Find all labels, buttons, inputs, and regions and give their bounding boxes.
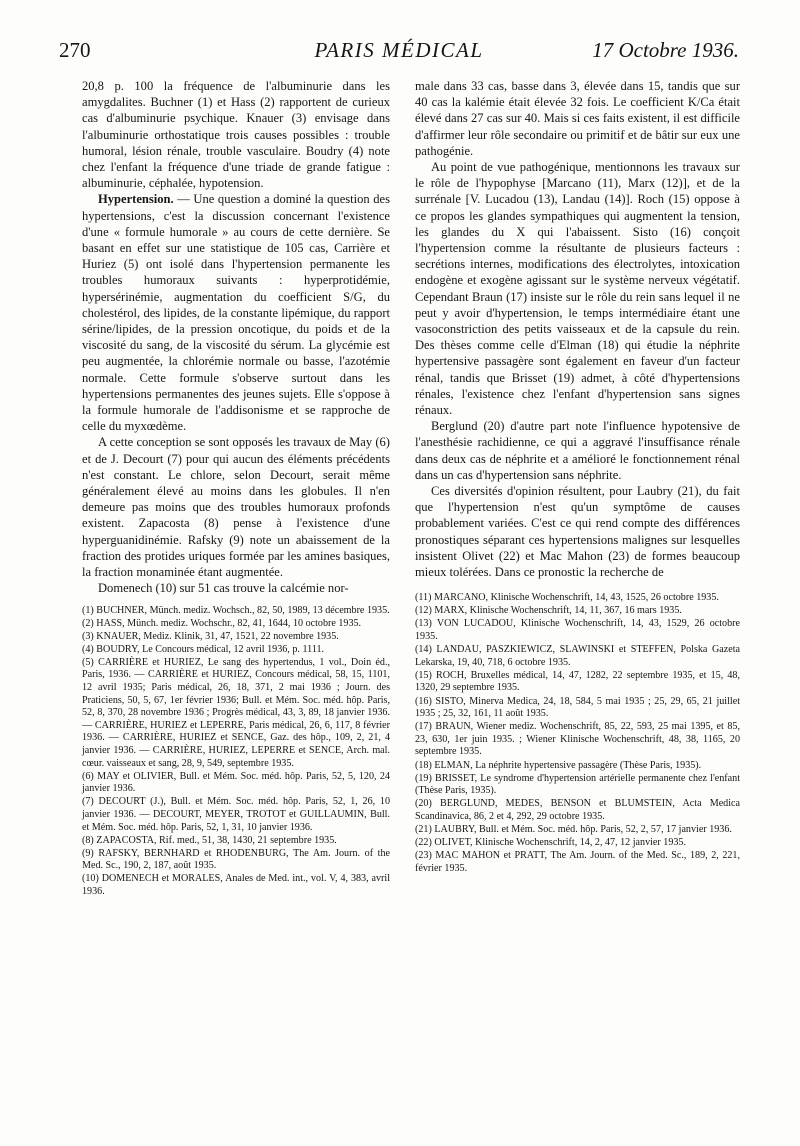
issue-date: 17 Octobre 1936. [592, 38, 739, 62]
reference-item: (4) BOUDRY, Le Concours médical, 12 avril 1936, p. 1111. [82, 643, 325, 655]
reference-item: (5) CARRIÈRE et HURIEZ, Le sang des hypertendus, 1 vol., Doin éd., Paris, 1936. — CARRIÈRE et HURIEZ, Concours médical, 58, 15, 1101, 12 avril 1935; Paris médical, 26, 18, 371, 2 mai 1936 ; Journ. des Praticiens, 50, 5, 67, 1er février 1936; Bull. et Mém. Soc. méd. hôp. Paris, 52, 8, 370, 28 novembre 1936 ; Progrès médical, 43, 3, 89, 18 janvier 1936. — CARRIÈRE, HURIEZ et LEPERRE, Paris médical, 26, 6, 117, 8 février 1936. — CARRIÈRE, HURIEZ et SENCE, Gaz. des hôp., 109, 2, 21, 4 janvier 1936. — CARRIÈRE, HURIEZ, LEPERRE et SENCE, Arch. mal. cœur. vaisseaux et sang, 28, 9, 549, septembre 1935. [82, 656, 390, 769]
reference-item: (6) MAY et OLIVIER, Bull. et Mém. Soc. méd. hôp. Paris, 52, 5, 120, 24 janvier 1936. [82, 770, 390, 795]
journal-title: PARIS MÉDICAL [314, 38, 484, 62]
paragraph: Berglund (20) d'autre part note l'influence hypotensive de l'anesthésie rachidienne, ce qui a aggravé l'insuffisance rénale dans deux cas de néphrite et a amélioré le fonctionnement rénal dans un cas d'hypertension sans néphrite. [415, 419, 740, 482]
reference-item: (1) BUCHNER, Münch. mediz. Wochsch., 82, 50, 1989, 13 décembre 1935. [82, 604, 390, 616]
section-heading: Hypertension. [98, 192, 174, 207]
reference-item: (16) SISTO, Minerva Medica, 24, 18, 584, 5 mai 1935 ; 25, 29, 65, 21 juillet 1935 ; 25, 32, 161, 11 août 1935. [415, 695, 740, 720]
paragraph: Domenech (10) sur 51 cas trouve la calcémie nor- [98, 581, 349, 596]
reference-item: (10) DOMENECH et MORALES, Anales de Med. int., vol. V, 4, 383, avril 1936. [82, 873, 390, 898]
reference-item: (14) LANDAU, PASZKIEWICZ, SLAWINSKI et STEFFEN, Polska Gazeta Lekarska, 19, 40, 718, 6 octobre 1935. [415, 644, 740, 668]
reference-item: (12) MARX, Klinische Wochenschrift, 14, 11, 367, 16 mars 1935. [415, 605, 682, 617]
paragraph: male dans 33 cas, basse dans 3, élevée dans 15, tandis que sur 40 cas la kalémie était élevée 32 fois. Le coefficient K/Ca était élevé dans 27 cas sur 40. Mais si ces faits existent, il est difficile d'affirmer leur rôle secondaire ou primitif et de bâtir sur eux une pathogénie. [415, 79, 740, 158]
page-header [59, 38, 739, 66]
left-column-references [82, 605, 390, 899]
reference-item: (8) ZAPACOSTA, Rif. med., 51, 38, 1430, 21 septembre 1935. [82, 834, 337, 846]
right-column [415, 78, 740, 876]
reference-item: (15) ROCH, Bruxelles médical, 14, 47, 1282, 22 septembre 1935, et 15, 48, 1320, 29 septembre 1935. [415, 669, 740, 694]
reference-item: (13) VON LUCADOU, Klinische Wochenschrift, 14, 43, 1529, 26 octobre 1935. [415, 618, 740, 643]
reference-item: (21) LAUBRY, Bull. et Mém. Soc. méd. hôp. Paris, 52, 2, 57, 17 janvier 1936. [415, 823, 732, 835]
right-column-body [415, 78, 740, 580]
reference-item: (17) BRAUN, Wiener mediz. Wochenschrift, 85, 22, 593, 25 mai 1395, et 85, 23, 630, 1er juin 1935. ; Wiener Klinische Wochenschrift, 48, 38, 1165, 20 septembre 1935. [415, 721, 740, 758]
paragraph-text: — Une question a dominé la question des hypertensions, c'est la discussion concernant l'existence d'une « formule humorale » au cours de cette dernière. Se basant en effet sur une statistique de 105 cas, Carrière et Huriez (5) ont isolé dans l'hypertension permanente les troubles humoraux suivants : hyperprotidémie, hypersérinémie, augmentation du coefficient S/G, du cholestérol, des lipides, de la constante lipémique, du rapport sérine/lipides, de la pression oncotique, du poids et de la viscosité du sang, de la viscosité du sérum. La glycémie est peu augmentée, la chlorémie normale ou basse, l'azotémie normale. Cette formule s'observe surtout dans les hypertensions permanentes des jeunes sujets. Elle s'oppose à la formule humorale de l'addisonisme et se rapproche de celle du myxœdème. [82, 192, 390, 434]
reference-item: (18) ELMAN, La néphrite hypertensive passagère (Thèse Paris, 1935). [415, 759, 702, 771]
reference-item: (2) HASS, Münch. mediz. Wochschr., 82, 41, 1644, 10 octobre 1935. [82, 617, 362, 629]
reference-item: (20) BERGLUND, MEDES, BENSON et BLUMSTEIN, Acta Medica Scandinavica, 86, 2 et 4, 292, 29 octobre 1935. [415, 798, 740, 822]
reference-item: (22) OLIVET, Klinische Wochenschrift, 14, 2, 47, 12 janvier 1935. [415, 837, 687, 849]
reference-item: (11) MARCANO, Klinische Wochenschrift, 14, 43, 1525, 26 octobre 1935. [415, 592, 719, 604]
page-number: 270 [59, 38, 91, 62]
reference-item: (9) RAFSKY, BERNHARD et RHODENBURG, The Am. Journ. of the Med. Sc., 190, 2, 187, août 1935. [82, 847, 390, 872]
reference-item: (19) BRISSET, Le syndrome d'hypertension artérielle permanente chez l'enfant (Thèse Paris, 1935). [415, 772, 740, 797]
left-column-body [82, 78, 390, 597]
reference-item: (23) MAC MAHON et PRATT, The Am. Journ. of the Med. Sc., 189, 2, 221, février 1935. [415, 850, 740, 874]
paragraph: Ces diversités d'opinion résultent, pour Laubry (21), du fait que l'hypertension n'est qu'un symptôme de causes probablement variées. C'est ce qui rend compte des différences pronostiques séparant ces hypertensions malignes sur lesquelles insistent Olivet (22) et Mac Mahon (23) de formes beaucoup mieux tolérées. Dans ce pronostic la recherche de [415, 484, 740, 580]
paragraph: A cette conception se sont opposés les travaux de May (6) et de J. Decourt (7) pour qui aucun des éléments précédents n'est constant. Le chlore, selon Decourt, serait même généralement élevé au moins dans les globules. Il n'en demeure pas moins que des troubles humoraux profonds existent. Zapacosta (8) pense à l'existence d'une hyperguanidinémie. Rafsky (9) note un abaissement de la fraction des protides uriques formée par les amines basiques, la fraction monaminée étant augmentée. [82, 435, 390, 580]
reference-item: (7) DECOURT (J.), Bull. et Mém. Soc. méd. hôp. Paris, 52, 1, 26, 10 janvier 1936. — DECOURT, MEYER, TROTOT et GUILLAUMIN, Bull. et Mém. Soc. méd. hôp. Paris, 52, 1, 31, 10 janvier 1936. [82, 796, 390, 833]
paragraph: Au point de vue pathogénique, mentionnons les travaux sur le rôle de l'hypophyse [Marcano (11), Marx (12)], et de la surrénale [V. Lucadou (13), Landau (14)]. Roch (15) oppose à ce propos les glandes sympathiques qui augmentent la tension, les glandes du X qui l'abaissent. Sisto (16) conçoit l'hypertension comme la résultante de plusieurs facteurs : secrétions internes, modifications des électrolytes, intoxication endogène et exogène agissant sur le système nerveux végétatif. Cependant Braun (17) insiste sur le rôle du rein sans lequel il ne peut y avoir d'hypertension, le temps intermédiaire étant une vasoconstriction des petits vaisseaux et de la capsule du rein. Des thèses comme celle d'Elman (18) qui étudie la néphrite hypertensive passagère sont également en faveur d'un facteur rénal, tandis que Brisset (19) admet, à côté d'hypertensions rénales, l'existence chez l'enfant d'hypertension sans signes rénaux. [415, 160, 740, 418]
reference-item: (3) KNAUER, Mediz. Klinik, 31, 47, 1521, 22 novembre 1935. [82, 630, 339, 642]
paragraph: 20,8 p. 100 la fréquence de l'albuminurie dans les amygdalites. Buchner (1) et Hass (2) rapportent de curieux cas d'albuminurie psychique. Knauer (3) envisage dans l'albuminurie orthostatique trois causes possibles : trouble humoral, lésion rénale, trouble vasculaire. Boudry (4) note chez l'enfant la fréquence d'une triade de grande fatigue : albuminurie, céphalée, hypotension. [82, 79, 390, 191]
paragraph [82, 191, 390, 434]
right-column-references [415, 592, 740, 875]
left-column [82, 78, 390, 899]
